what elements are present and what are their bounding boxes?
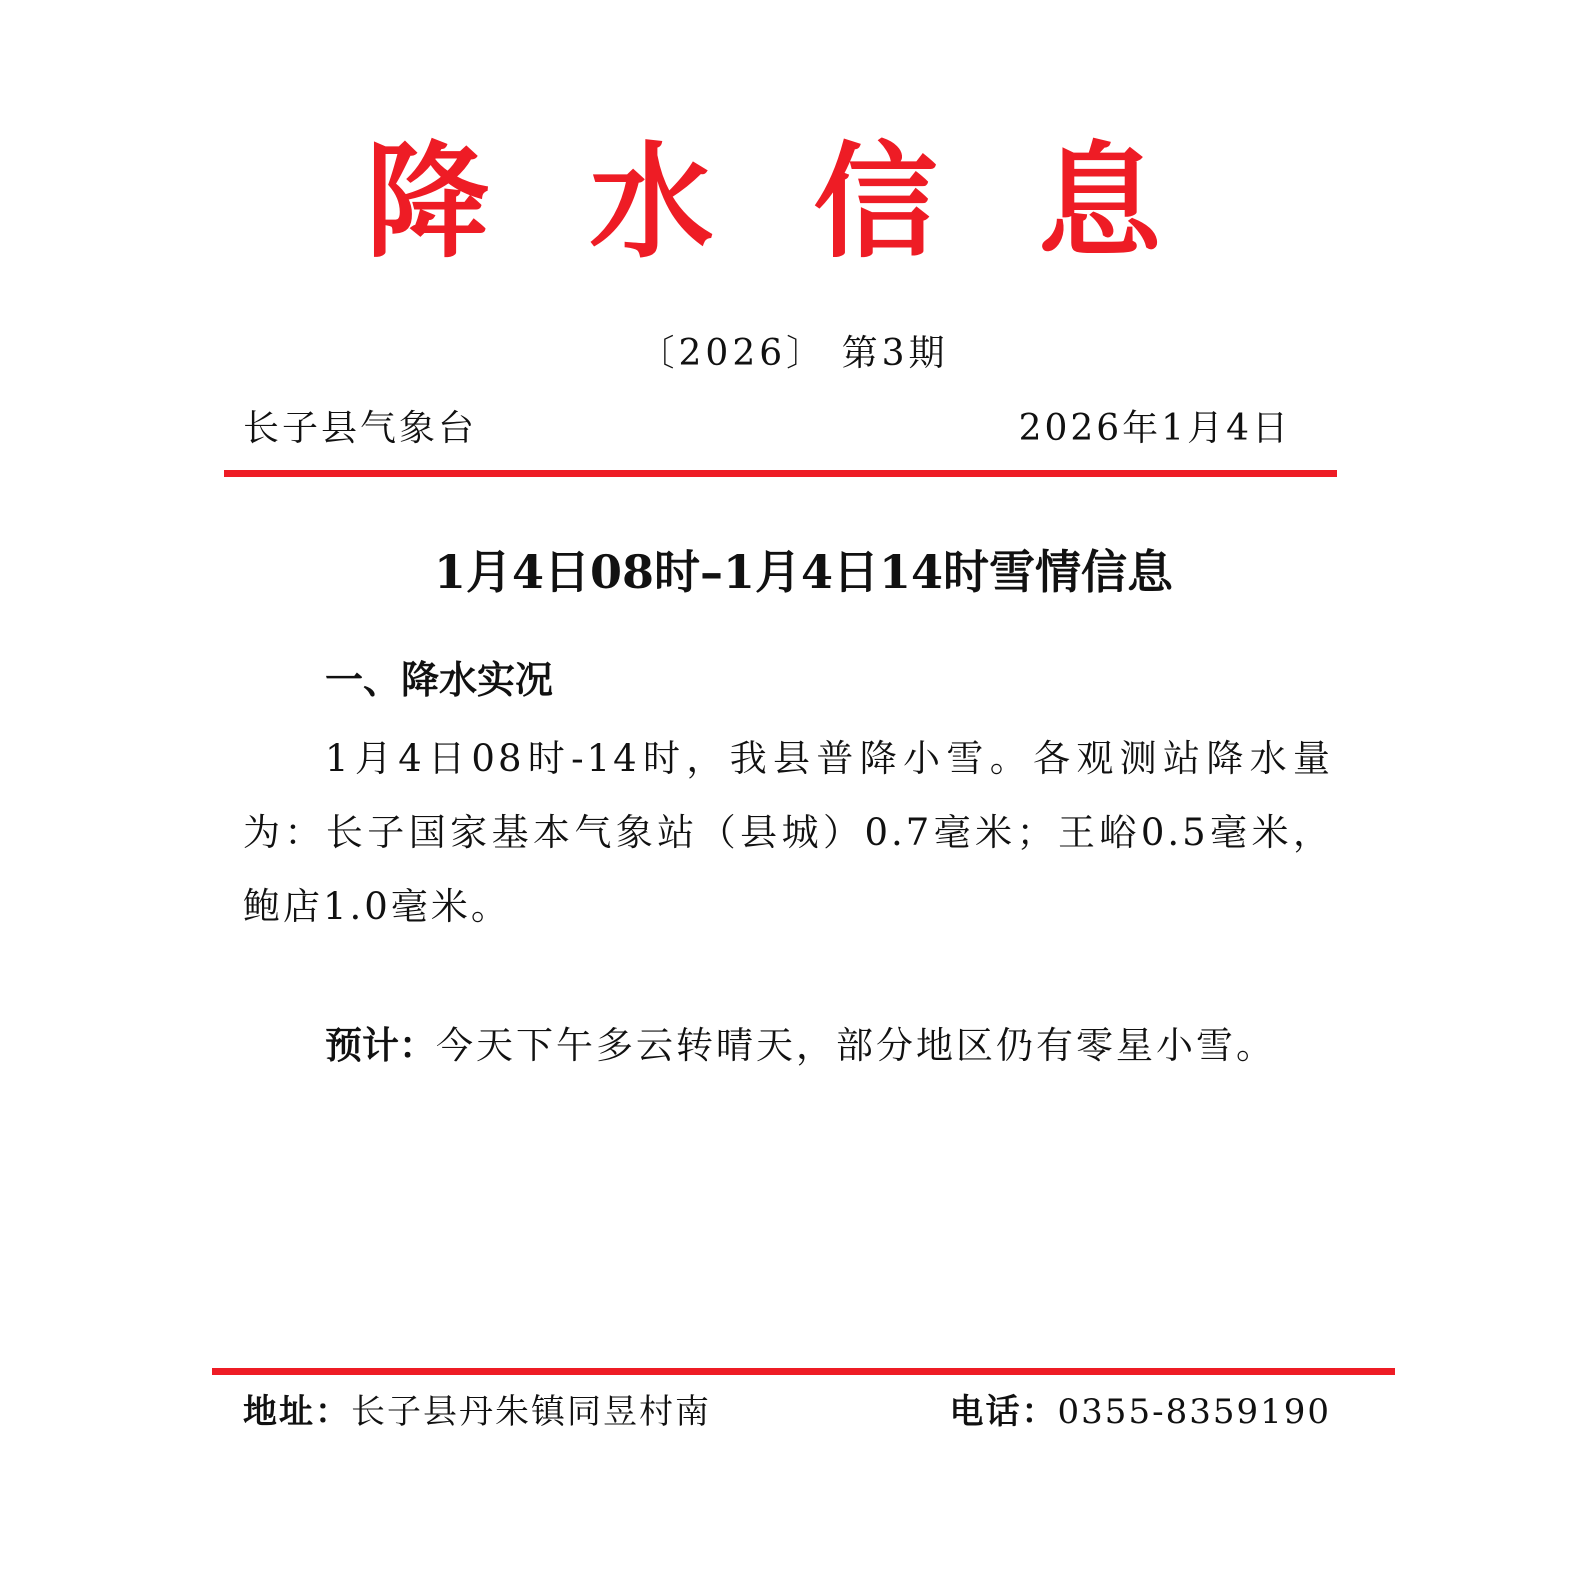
issue-number: 〔2026〕 第3期 — [638, 333, 949, 374]
phone-label: 电话： — [949, 1392, 1058, 1432]
section-heading-precipitation: 一、降水实况 — [325, 658, 554, 702]
address-value: 长子县丹朱镇同昱村南 — [351, 1392, 711, 1432]
footer-phone — [950, 1386, 1331, 1438]
masthead-title: 降水信息 — [365, 130, 1262, 275]
issuer-name: 长子县气象台 — [243, 408, 478, 449]
forecast-label: 预计： — [325, 1024, 436, 1067]
forecast-text: 今天下午多云转晴天，部分地区仍有零星小雪。 — [436, 1024, 1276, 1067]
report-headline: 1月4日08时–1月4日14时雪情信息 — [433, 545, 1174, 599]
footer-address — [243, 1386, 711, 1438]
issue-date: 2026年1月4日 — [1018, 408, 1291, 449]
address-label: 地址： — [243, 1392, 351, 1432]
phone-value: 0355-8359190 — [1057, 1392, 1331, 1432]
observation-paragraph: 1月4日08时-14时，我县普降小雪。各观测站降水量为：长子国家基本气象站（县城）0.7毫米；王峪0.5毫米，鲍店1.0毫米。 — [243, 737, 1333, 928]
meta-row — [243, 404, 1291, 454]
bottom-red-divider — [212, 1368, 1395, 1375]
top-red-divider — [224, 470, 1337, 477]
forecast-line — [325, 1016, 1276, 1076]
footer — [243, 1386, 1331, 1438]
